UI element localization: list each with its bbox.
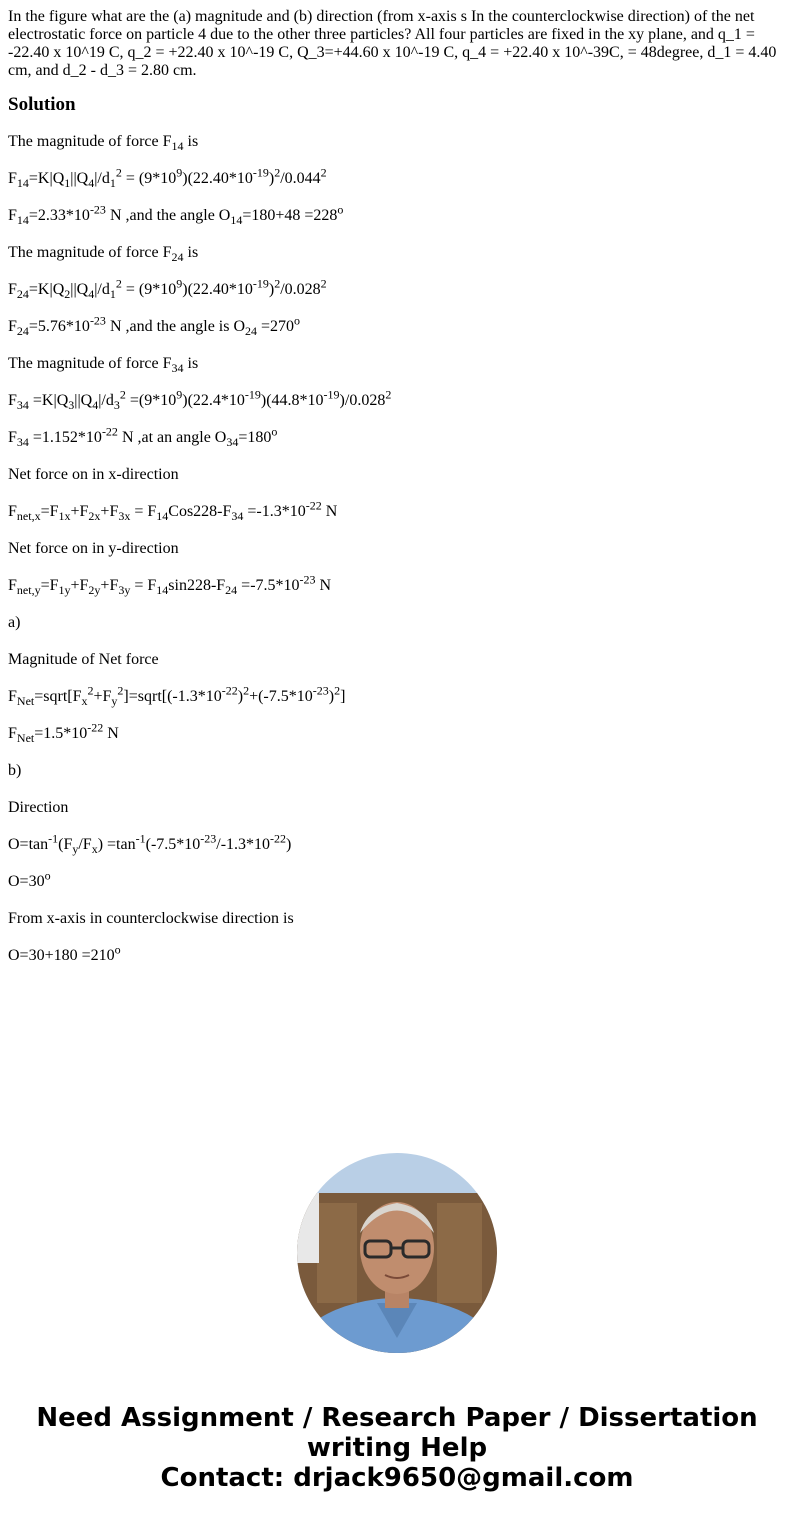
text-run: =K|Q [28,392,69,409]
text-run: b) [8,762,22,779]
text-run: F [8,318,17,335]
text-run: )(44.8*10 [260,392,324,409]
superscript: -23 [89,313,106,328]
text-run: a) [8,614,21,631]
text-run: F [8,725,17,742]
solution-line-net-x-formula [8,498,786,524]
superscript: 2 [320,165,327,180]
text-run: (-7.5*10 [145,836,201,853]
text-run: ) =tan [97,836,136,853]
superscript: -22 [221,683,238,698]
text-run: ) [328,688,335,705]
text-run: F [8,281,17,298]
subscript: 34 [231,509,244,524]
solution-line-f14-formula [8,165,786,191]
subscript: 3 [68,398,75,413]
subscript: 34 [226,435,239,450]
text-run: =F [40,577,59,594]
text-run: /F [78,836,92,853]
text-run: |/d [94,170,110,187]
text-run: ) [286,836,292,853]
text-run: =K|Q [28,170,65,187]
superscript: -1 [135,831,146,846]
text-run: =sqrt[F [34,688,82,705]
text-run: N [315,577,332,594]
subscript: 4 [88,287,95,302]
superscript: 9 [176,387,183,402]
text-run: |/d [94,281,110,298]
superscript: 2 [385,387,392,402]
subscript: 3y [118,583,131,598]
text-run: Net force on in x-direction [8,466,179,483]
solution-line-f34-result [8,424,786,450]
text-run: N ,and the angle O [105,207,231,224]
question-text: In the figure what are the (a) magnitude and (b) direction (from x-axis s In the counterclockwise direction) of the net electrostatic force on particle 4 due to the other three particles? All four particles are fixed in the xy plane, and q_1 = -22.40 x 10^19 C, q_2 = +22.40 x 10^-19 C, Q_3=+44.60 x 10^-19 C, q_4 = +22.40 x 10^-39C, = 48degree, d_1 = 4.40 cm, and d_2 - d_3 = 2.80 cm. [8,8,777,79]
solution-line-direction-angle [8,868,786,892]
text-run: =K|Q [28,281,65,298]
footer-promo [0,1403,794,1493]
subscript: 14 [156,509,169,524]
superscript: -22 [270,831,287,846]
text-run: is [183,355,199,372]
text-run: F [8,429,17,446]
author-photo [297,1153,497,1353]
text-run: = (9*10 [121,170,177,187]
footer-contact: Contact: drjack9650@gmail.com [160,1463,634,1493]
subscript: 14 [156,583,169,598]
solution-line-f14-result [8,202,786,228]
text-run: Cos228-F [168,503,232,520]
solution-heading: Solution [8,94,76,115]
subscript: 4 [88,176,95,191]
superscript: 2 [334,683,341,698]
text-run: ) [237,688,244,705]
text-run: F [8,688,17,705]
text-run: |/d [98,392,114,409]
superscript: 2 [115,165,122,180]
solution-steps [8,132,786,966]
text-run: F [8,207,17,224]
solution-line-net-y-intro [8,539,786,559]
subscript: 4 [92,398,99,413]
solution-line-magnitude-intro [8,650,786,670]
text-run: =2.33*10 [28,207,90,224]
text-run: =F [40,503,59,520]
text-run: N [103,725,119,742]
solution-line-f24-formula [8,276,786,302]
text-run: sin228-F [168,577,226,594]
text-run: N ,and the angle is O [105,318,246,335]
superscript: 2 [117,683,124,698]
subscript: 14 [230,213,243,228]
subscript: 2 [64,287,71,302]
text-run: = F [130,577,157,594]
subscript: net,y [16,583,41,598]
text-run: +F [70,503,89,520]
text-run: =180+48 =228 [242,207,338,224]
subscript: 3x [118,509,131,524]
solution-line-part-a-label [8,613,786,633]
solution-line-f34-intro [8,354,786,374]
solution-line-net-x-intro [8,465,786,485]
subscript: 2x [88,509,101,524]
text-run: +(-7.5*10 [249,688,313,705]
subscript: y [72,842,79,857]
subscript: 24 [171,250,184,265]
text-run: =180 [238,429,272,446]
text-run: The magnitude of force F [8,355,172,372]
text-run: +F [100,577,119,594]
text-run: =270 [257,318,295,335]
subscript: 2y [88,583,101,598]
superscript: 2 [115,276,122,291]
solution-line-ccw-intro [8,909,786,929]
text-run: /0.044 [280,170,321,187]
solution-line-magnitude-formula [8,683,786,709]
text-run: =5.76*10 [28,318,90,335]
subscript: 3 [113,398,120,413]
text-run: Direction [8,799,69,816]
text-run: is [183,133,199,150]
superscript: 9 [176,165,183,180]
solution-line-ccw-result [8,942,786,966]
superscript: -23 [89,202,106,217]
subscript: 1x [58,509,71,524]
subscript: 14 [16,176,29,191]
superscript: o [114,942,121,957]
subscript: x [91,842,98,857]
text-run: +F [93,688,112,705]
text-run: = F [130,503,157,520]
superscript: o [294,313,301,328]
superscript: o [271,424,278,439]
text-run: =1.152*10 [28,429,102,446]
superscript: -23 [299,572,316,587]
subscript: 14 [16,213,29,228]
text-run: N ,at an angle O [117,429,227,446]
subscript: x [81,694,88,709]
superscript: -22 [87,720,104,735]
text-run: ||Q [70,170,89,187]
text-run: ) [268,281,275,298]
solution-line-part-b-label [8,761,786,781]
superscript: -19 [252,276,269,291]
subscript: 34 [16,398,29,413]
subscript: 24 [245,324,258,339]
superscript: 2 [87,683,94,698]
text-run: =1.5*10 [34,725,88,742]
text-run: =(9*10 [125,392,177,409]
superscript: -23 [312,683,329,698]
text-run: = (9*10 [121,281,177,298]
subscript: 34 [16,435,29,450]
author-avatar [297,1153,497,1353]
superscript: -23 [200,831,217,846]
text-run: ) [268,170,275,187]
superscript: 2 [119,387,126,402]
subscript: 1y [58,583,71,598]
text-run: ||Q [74,392,93,409]
superscript: -1 [48,831,59,846]
text-run: N [321,503,338,520]
solution-line-f34-formula [8,387,786,413]
text-run: Net force on in y-direction [8,540,179,557]
superscript: 2 [320,276,327,291]
solution-line-f14-intro [8,132,786,152]
subscript: 24 [225,583,238,598]
text-run: O=30 [8,873,45,890]
superscript: 2 [274,165,281,180]
text-run: +F [100,503,119,520]
text-run: )(22.40*10 [182,170,253,187]
text-run: /0.028 [280,281,321,298]
text-run: )/0.028 [339,392,386,409]
subscript: 14 [171,139,184,154]
superscript: o [337,202,344,217]
text-run: O=tan [8,836,49,853]
text-run: The magnitude of force F [8,244,172,261]
footer-line-1: Need Assignment / Research Paper / Dissertation [36,1403,758,1433]
subscript: y [111,694,118,709]
text-run: O=30+180 =210 [8,947,115,964]
solution-line-direction-formula [8,831,786,857]
solution-line-f24-intro [8,243,786,263]
text-run: ||Q [70,281,89,298]
text-run: F [8,392,17,409]
text-run: The magnitude of force F [8,133,172,150]
solution-line-magnitude-result [8,720,786,746]
text-run: )(22.40*10 [182,281,253,298]
text-run: =-7.5*10 [237,577,300,594]
superscript: -19 [244,387,261,402]
superscript: o [44,868,51,883]
solution-line-net-y-formula [8,572,786,598]
subscript: 34 [171,361,184,376]
solution-line-f24-result [8,313,786,339]
text-run: Magnitude of Net force [8,651,159,668]
text-run: F [8,503,17,520]
text-run: )(22.4*10 [182,392,245,409]
superscript: 9 [176,276,183,291]
superscript: -19 [323,387,340,402]
solution-line-direction-intro [8,798,786,818]
superscript: 2 [274,276,281,291]
subscript: 24 [16,324,29,339]
text-run: =-1.3*10 [243,503,306,520]
text-run: From x-axis in counterclockwise direction is [8,910,294,927]
text-run: +F [70,577,89,594]
superscript: -19 [252,165,269,180]
text-run: is [183,244,199,261]
superscript: -22 [101,424,118,439]
subscript: 1 [109,287,116,302]
text-run: /-1.3*10 [216,836,271,853]
subscript: net,x [16,509,41,524]
subscript: 1 [64,176,71,191]
text-run: ] [340,688,346,705]
text-run: (F [58,836,73,853]
text-run: F [8,577,17,594]
subscript: 24 [16,287,29,302]
subscript: 1 [109,176,116,191]
footer-line-2: writing Help [306,1433,488,1463]
superscript: 2 [243,683,250,698]
text-run: ]=sqrt[(-1.3*10 [123,688,222,705]
subscript: Net [16,731,35,746]
superscript: -22 [305,498,322,513]
subscript: Net [16,694,35,709]
text-run: F [8,170,17,187]
